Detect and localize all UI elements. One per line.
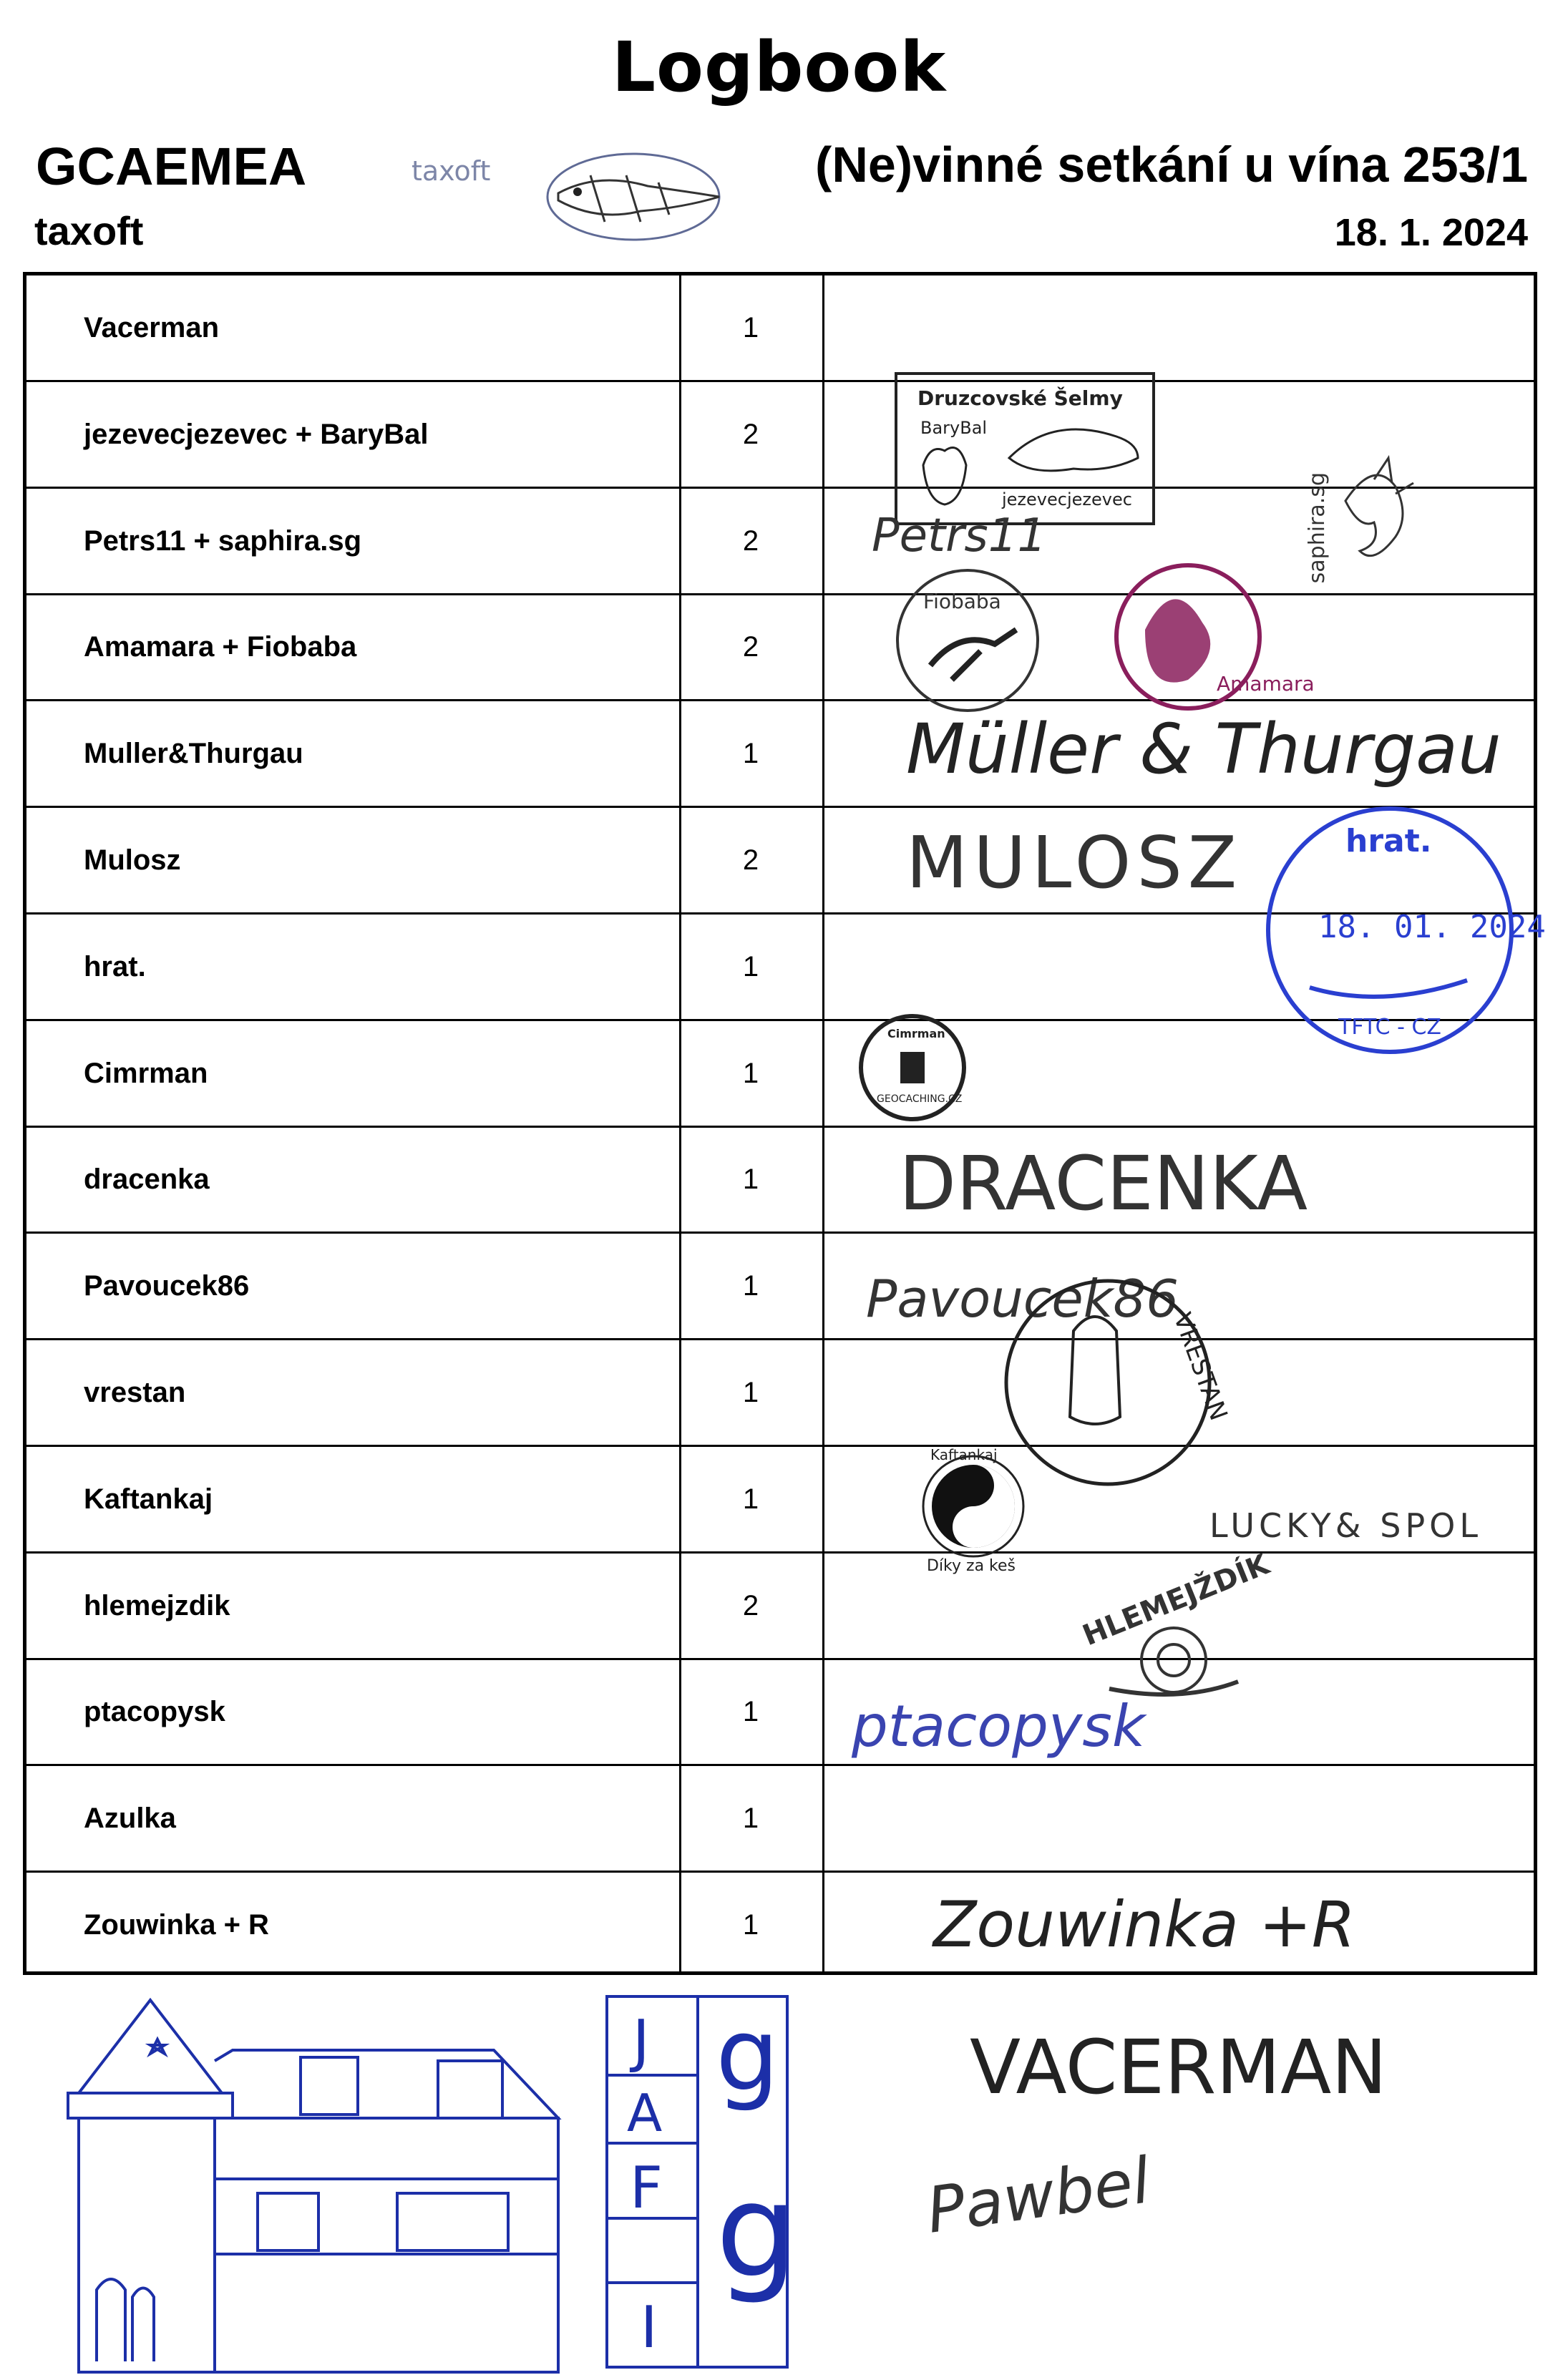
hrat-stamp-date: 18. 01. 2024	[1318, 909, 1546, 945]
druzcovske-jezevec: jezevecjezevec	[1002, 489, 1132, 509]
log-row-name: Muller&Thurgau	[84, 738, 303, 770]
log-row-count: 2	[742, 844, 759, 876]
log-row	[26, 1554, 1534, 1660]
letters-grid-drawing	[607, 1996, 787, 2367]
log-row-count: 2	[742, 631, 759, 663]
log-row-name: Pavoucek86	[84, 1270, 250, 1302]
log-row-count: 2	[742, 418, 759, 450]
log-row	[26, 1340, 1534, 1447]
log-row	[26, 1659, 1534, 1766]
signature-petrs: Petrs11	[872, 509, 1047, 562]
log-row-name: Azulka	[84, 1803, 176, 1835]
log-row-count: 1	[742, 1696, 759, 1728]
letters-grid-text	[627, 1997, 797, 2361]
amamara-label: Amamara	[1217, 672, 1315, 696]
fiobaba-label: Fiobaba	[923, 590, 1001, 613]
owner-lizard-stamp	[412, 143, 726, 250]
log-row-name: hrat.	[84, 950, 146, 982]
log-row-name: dracenka	[84, 1164, 210, 1196]
signature-pawel: Pawbel	[922, 2143, 1155, 2248]
druzcovske-barybal: BaryBal	[920, 418, 988, 438]
signature-vacerman: VACERMAN	[970, 2024, 1388, 2111]
cimrman-stamp-bottom: GEOCACHING.CZ	[877, 1093, 963, 1105]
log-row-count: 2	[742, 525, 759, 557]
druzcovske-title: Druzcovské Šelmy	[917, 386, 1123, 410]
logbook-title: Logbook	[611, 27, 947, 107]
log-row-count: 2	[742, 1589, 759, 1621]
log-row-name: Petrs11 + saphira.sg	[84, 525, 362, 557]
log-row-name: Amamara + Fiobaba	[84, 631, 357, 663]
log-row-name: vrestan	[84, 1377, 186, 1408]
signature-lucky: LUCKY& SPOL	[1209, 1506, 1483, 1545]
grid-letter-a: A	[627, 2083, 663, 2143]
grid-letter-f: F	[630, 2155, 663, 2221]
log-row-count: 1	[742, 1803, 759, 1835]
signature-ptacopysk: ptacopysk	[852, 1693, 1146, 1760]
log-row-count: 1	[742, 1057, 759, 1089]
log-row	[26, 489, 1534, 595]
hlemejzdik-label: HLEMEJŽDÍK	[1078, 1548, 1275, 1653]
cache-code: GCAEMEA	[36, 137, 307, 196]
kaftankaj-stamp-bottom: Díky za keš	[927, 1557, 1016, 1575]
grid-letter-i: I	[641, 2294, 658, 2361]
cache-date: 18. 1. 2024	[1334, 211, 1528, 254]
signature-muller: Müller & Thurgau	[906, 709, 1501, 789]
log-row	[26, 1021, 1534, 1128]
log-row-count: 1	[742, 1909, 759, 1941]
owner-stamp-text: taxoft	[412, 155, 491, 187]
log-row-name: hlemejzdik	[84, 1589, 230, 1621]
signature-zouwinka: Zouwinka +R	[933, 1888, 1355, 1961]
log-row	[26, 1873, 1534, 1979]
log-row-name: Mulosz	[84, 844, 181, 876]
cache-name: (Ne)vinné setkání u vína 253/1	[815, 137, 1528, 192]
log-row	[26, 382, 1534, 489]
log-row-name: Cimrman	[84, 1057, 208, 1089]
vrestan-label: VRESTAN	[1167, 1309, 1233, 1425]
log-row-name: Vacerman	[84, 312, 220, 343]
log-row-count: 1	[742, 1270, 759, 1302]
log-row-name: Kaftankaj	[84, 1483, 213, 1515]
grid-letter-g-top: g	[716, 1997, 779, 2114]
saphira-label: saphira.sg	[1305, 472, 1330, 584]
log-row-count: 1	[742, 1483, 759, 1515]
grid-letter-g-bottom: g	[716, 2157, 798, 2306]
grid-letter-j: J	[633, 2008, 650, 2074]
log-row-name: ptacopysk	[84, 1696, 225, 1728]
hrat-stamp-tftc: TFTC - CZ	[1338, 1015, 1441, 1040]
log-row-name: jezevecjezevec + BaryBal	[84, 418, 429, 450]
log-row-name: Zouwinka + R	[84, 1909, 269, 1941]
cache-owner: taxoft	[34, 208, 144, 253]
hrat-stamp-name: hrat.	[1345, 823, 1432, 859]
log-row-count: 1	[742, 312, 759, 343]
log-row	[26, 1127, 1534, 1234]
log-row-count: 1	[742, 738, 759, 770]
signature-pavoucek: Pavoucek86	[866, 1269, 1179, 1329]
log-row	[26, 1447, 1534, 1554]
log-row	[26, 275, 1534, 382]
house-drawing	[68, 2000, 558, 2372]
log-row-count: 1	[742, 1164, 759, 1196]
log-row-count: 1	[742, 1377, 759, 1408]
log-row	[26, 915, 1534, 1021]
log-row	[26, 808, 1534, 915]
log-row	[26, 1766, 1534, 1873]
cimrman-stamp-top: Cimrman	[887, 1027, 945, 1040]
signature-mulosz: MULOSZ	[906, 821, 1243, 904]
log-row-count: 1	[742, 950, 759, 982]
signature-dracenka: DRACENKA	[899, 1140, 1308, 1227]
log-table	[23, 272, 1537, 1975]
log-row	[26, 595, 1534, 701]
log-row	[26, 1234, 1534, 1340]
kaftankaj-stamp-top: Kaftankaj	[930, 1446, 998, 1463]
log-row	[26, 701, 1534, 808]
